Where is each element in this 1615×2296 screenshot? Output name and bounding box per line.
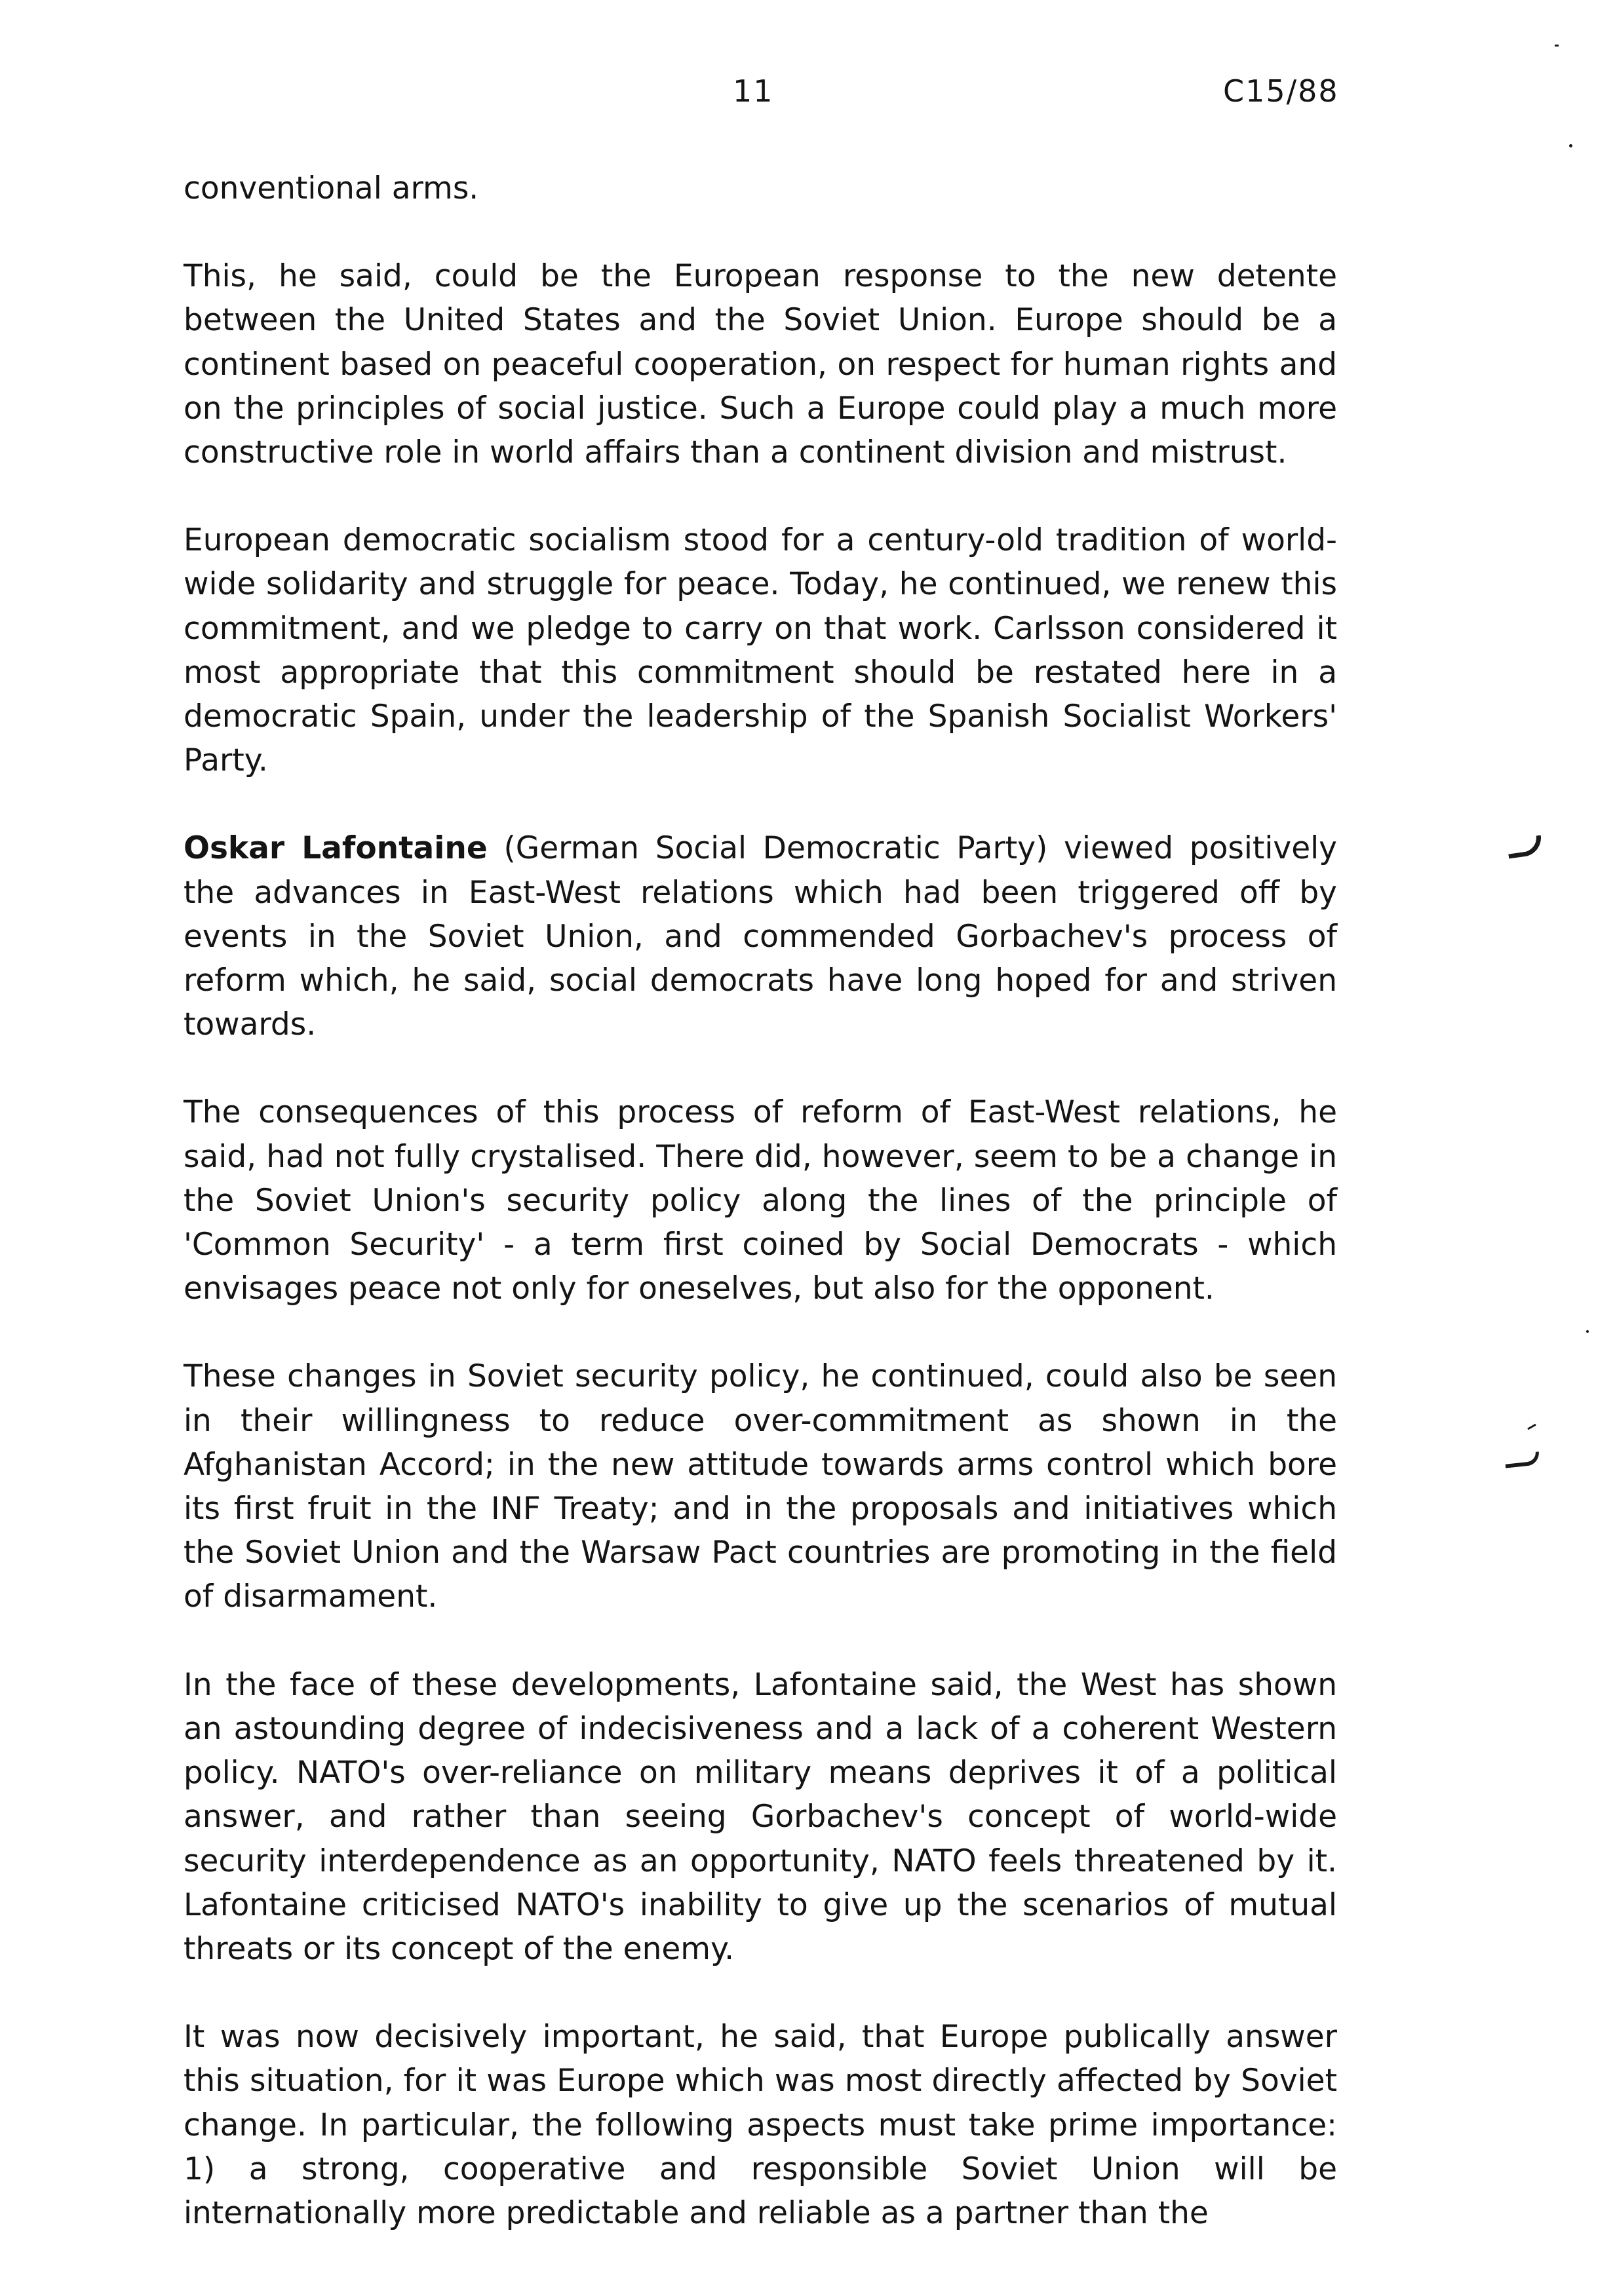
margin-check-mark-1 bbox=[1506, 835, 1544, 858]
scan-speck-1 bbox=[1569, 144, 1572, 147]
paragraph-5: The consequences of this process of reform of East-West relations, he said, had not fully crystalised. There did, however, seem to be a change in the Soviet Union's security policy along the lines of the principle of 'Common Security' - a term first coined by Social Democrats - which envisages peace not only for oneselves, but also for the opponent. bbox=[184, 1094, 1337, 1307]
body-text bbox=[184, 166, 1337, 2279]
margin-check-mark-2 bbox=[1504, 1451, 1540, 1468]
paragraph-7: In the face of these developments, Lafontaine said, the West has shown an astounding degree of indecisiveness and a lack of a coherent Western policy. NATO's over-reliance on military means deprives it of a political answer, and rather than seeing Gorbachev's concept of world-wide security interdependence as an opportunity, NATO feels threatened by it. Lafontaine criticised NATO's inability to give up the scenarios of mutual threats or its concept of the enemy. bbox=[184, 1666, 1337, 1967]
paragraph-4 bbox=[184, 826, 1337, 1046]
paragraph-8: It was now decisively important, he said, that Europe publically answer this situation, for it was Europe which was most directly affected by Soviet change. In particular, the following aspects must take prime importance: 1) a strong, cooperative and responsible Soviet Union will be internationally more predictable and reliable as a partner than the bbox=[184, 2019, 1337, 2231]
paragraph-6: These changes in Soviet security policy, he continued, could also be seen in their willingness to reduce over-commitment as shown in the Afghanistan Accord; in the new attitude towards arms control which bore its first fruit in the INF Treaty; and in the proposals and initiatives which the Soviet Union and the Warsaw Pact countries are promoting in the field of disarmament. bbox=[184, 1358, 1337, 1615]
scan-speck-2 bbox=[1555, 45, 1559, 47]
document-reference: C15/88 bbox=[1223, 73, 1339, 109]
paragraph-4-text: (German Social Democratic Party) viewed positively the advances in East-West relations which had been triggered off by events in the Soviet Union, and commended Gorbachev's process of reform which, he said, social democrats have long hoped for and striven towards. bbox=[184, 830, 1337, 1043]
speaker-name: Oskar Lafontaine bbox=[184, 830, 488, 867]
scan-speck-3 bbox=[1586, 1330, 1589, 1333]
paragraph-1: conventional arms. bbox=[184, 170, 479, 206]
paragraph-3: European democratic socialism stood for a century-old tradition of world-wide solidarity and struggle for peace. Today, he continued, we renew this commitment, and we pledge to carry on that work. Carlsson considered it most appropriate that this commitment should be restated here in a democratic Spain, under the leadership of the Spanish Socialist Workers' Party. bbox=[184, 522, 1337, 779]
paragraph-2: This, he said, could be the European response to the new detente between the United States and the Soviet Union. Europe should be a continent based on peaceful cooperation, on respect for human rights and on the principles of social justice. Such a Europe could play a much more constructive role in world affairs than a continent division and mistrust. bbox=[184, 258, 1337, 471]
scan-speck-4 bbox=[1527, 1424, 1536, 1430]
page-number: 11 bbox=[733, 73, 774, 109]
